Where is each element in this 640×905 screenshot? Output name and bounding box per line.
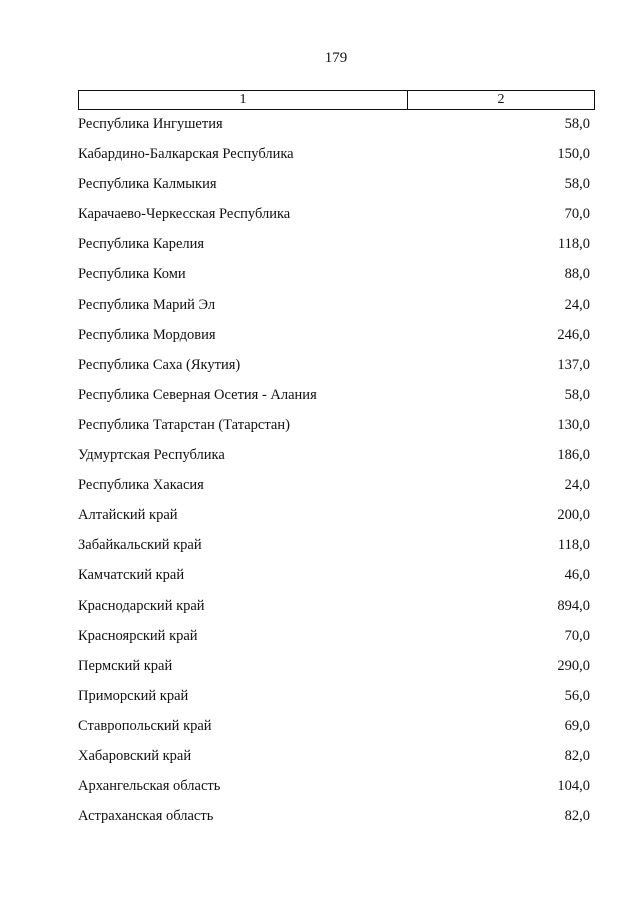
region-value: 137,0	[557, 356, 590, 373]
region-value: 24,0	[564, 296, 590, 313]
region-name: Краснодарский край	[78, 597, 205, 614]
region-value: 200,0	[557, 507, 590, 524]
table-row	[78, 385, 590, 415]
table-row	[78, 174, 590, 204]
table-row	[78, 596, 590, 626]
column-header-1: 1	[79, 91, 408, 109]
region-value: 58,0	[564, 116, 590, 132]
region-name: Красноярский край	[78, 627, 198, 644]
region-value: 88,0	[564, 266, 590, 283]
region-value: 246,0	[557, 326, 590, 343]
table-header	[78, 90, 595, 110]
region-name: Камчатский край	[78, 567, 185, 584]
table-row	[78, 144, 590, 174]
region-value: 104,0	[557, 778, 590, 795]
region-value: 70,0	[564, 627, 590, 644]
region-value: 56,0	[564, 687, 590, 704]
table-row	[78, 626, 590, 656]
table-row	[78, 565, 590, 595]
region-value: 24,0	[564, 477, 590, 494]
table-row	[78, 776, 590, 806]
region-name: Ставропольский край	[78, 717, 212, 734]
table-body	[78, 114, 590, 836]
table-row	[78, 746, 590, 776]
region-name: Кабардино-Балкарская Республика	[78, 146, 294, 163]
region-name: Приморский край	[78, 687, 189, 704]
table-row	[78, 505, 590, 535]
table-row	[78, 415, 590, 445]
region-value: 186,0	[557, 447, 590, 464]
region-value: 290,0	[557, 657, 590, 674]
table-row	[78, 656, 590, 686]
table-row	[78, 295, 590, 325]
region-value: 118,0	[557, 537, 590, 554]
region-name: Архангельская область	[78, 778, 221, 795]
table-row	[78, 264, 590, 294]
region-name: Республика Хакасия	[78, 477, 204, 494]
table-row	[78, 204, 590, 234]
table-row	[78, 535, 590, 565]
region-name: Хабаровский край	[78, 747, 192, 764]
region-name: Республика Калмыкия	[78, 176, 217, 193]
table-row	[78, 234, 590, 264]
region-value: 130,0	[557, 416, 590, 433]
region-value: 70,0	[564, 206, 590, 223]
region-name: Республика Ингушетия	[78, 116, 223, 132]
region-name: Карачаево-Черкесская Республика	[78, 206, 291, 223]
table-row	[78, 686, 590, 716]
page-number: 179	[324, 50, 348, 66]
table-row	[78, 445, 590, 475]
region-name: Алтайский край	[78, 507, 178, 524]
region-value: 46,0	[564, 567, 590, 584]
table-row	[78, 806, 590, 836]
region-name: Республика Мордовия	[78, 326, 216, 343]
table-row	[78, 475, 590, 505]
region-value: 82,0	[564, 808, 590, 825]
region-name: Забайкальский край	[78, 537, 202, 554]
region-name: Республика Северная Осетия - Алания	[78, 386, 317, 403]
region-value: 58,0	[564, 386, 590, 403]
table-row	[78, 716, 590, 746]
table-row	[78, 355, 590, 385]
region-name: Республика Коми	[78, 266, 186, 283]
region-name: Республика Саха (Якутия)	[78, 356, 241, 373]
region-value: 82,0	[564, 747, 590, 764]
table-row	[78, 114, 590, 144]
region-name: Астраханская область	[78, 808, 214, 825]
region-value: 894,0	[557, 597, 590, 614]
region-value: 69,0	[564, 717, 590, 734]
region-name: Пермский край	[78, 657, 173, 674]
region-name: Удмуртская Республика	[78, 447, 225, 464]
region-value: 150,0	[557, 146, 590, 163]
region-name: Республика Карелия	[78, 236, 205, 253]
region-name: Республика Татарстан (Татарстан)	[78, 416, 290, 433]
table-row	[78, 325, 590, 355]
region-value: 118,0	[557, 236, 590, 253]
column-header-2: 2	[497, 92, 505, 107]
region-value: 58,0	[564, 176, 590, 193]
region-name: Республика Марий Эл	[78, 296, 216, 313]
